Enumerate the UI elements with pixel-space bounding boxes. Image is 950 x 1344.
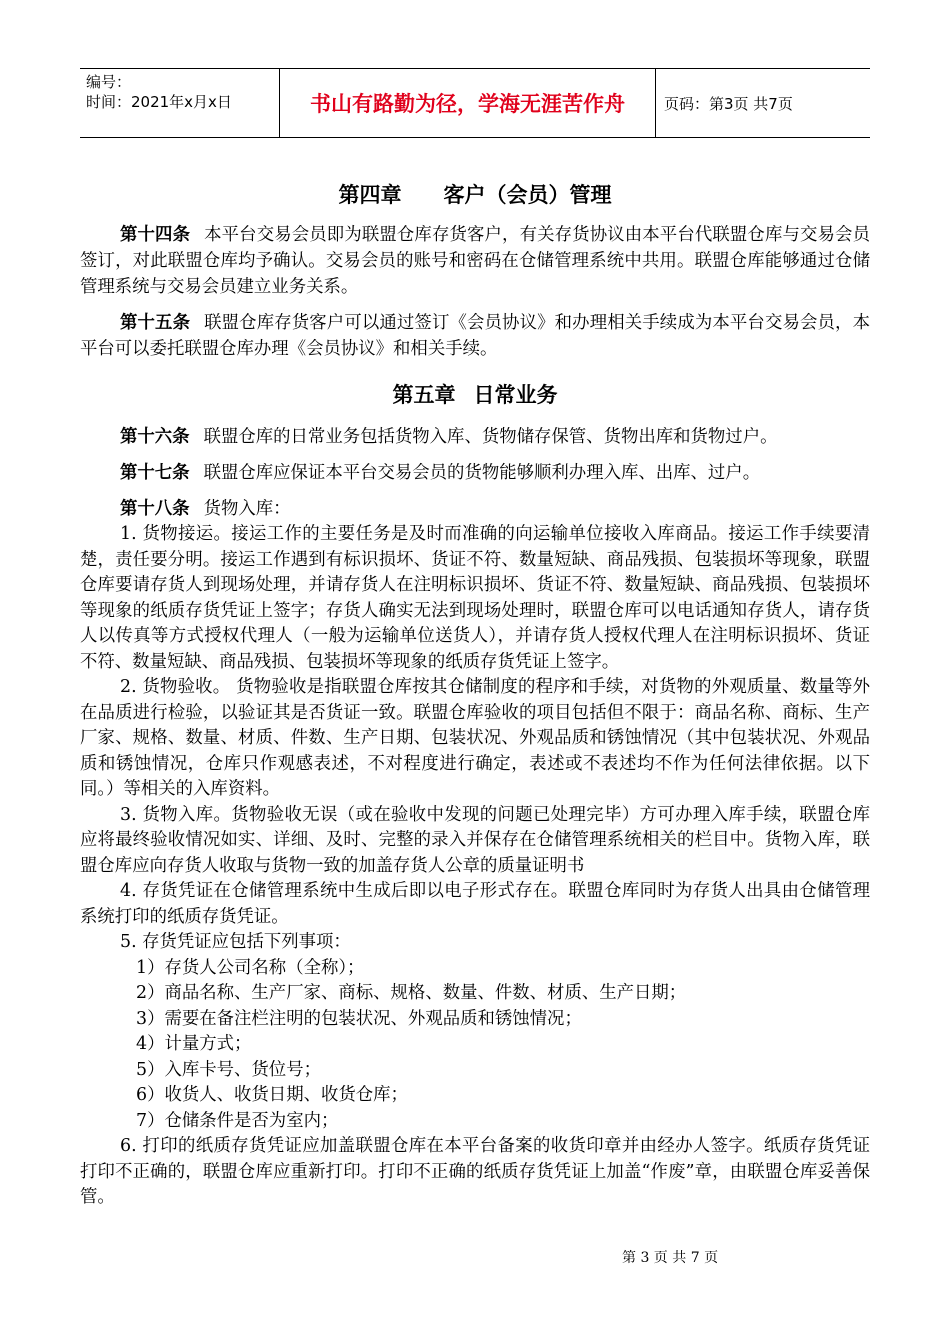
sub-list-item: 7）仓储条件是否为室内； [136,1110,339,1131]
article-17 [80,460,870,486]
list-item: 3. 货物入库。货物验收无误（或在验收中发现的问题已处理完毕）方可办理入库手续，联盟仓库应将最终验收情况如实、详细、及时、完整的录入并保存在仓储管理系统相关的栏目中。货物入库，联盟仓库应向存货人收取与货物一致的加盖存货人公章的质量证明书 [80,804,870,876]
article-16 [80,424,870,450]
chapter-5-number: 第五章 [392,383,456,407]
sub-list-item: 5）入库卡号、货位号； [136,1059,321,1080]
list-item: 6. 打印的纸质存货凭证应加盖联盟仓库在本平台备案的收货印章并由经办人签字。纸质存货凭证打印不正确的，联盟仓库应重新打印。打印不正确的纸质存货凭证上加盖“作废”章，由联盟仓库妥善保管。 [80,1136,870,1207]
list-item: 5. 存货凭证应包括下列事项： [120,932,351,952]
article-label: 第十四条 [120,225,191,245]
chapter-4-number: 第四章 [338,183,402,207]
sub-list-item: 2）商品名称、生产厂家、商标、规格、数量、件数、材质、生产日期； [136,983,687,1003]
article-18 [80,496,870,522]
chapter-4-heading [80,182,870,208]
list-item: 4. 存货凭证在仓储管理系统中生成后即以电子形式存在。联盟仓库同时为存货人出具由仓储管理系统打印的纸质存货凭证。 [80,881,870,927]
sub-list-item: 6）收货人、收货日期、收货仓库； [136,1085,408,1105]
article-text: 联盟仓库存货客户可以通过签订《会员协议》和办理相关手续成为本平台交易会员，本平台可以委托联盟仓库办理《会员协议》和相关手续。 [80,313,870,359]
article-text: 联盟仓库的日常业务包括货物入库、货物储存保管、货物出库和货物过户。 [203,427,778,447]
chapter-4-title: 客户（会员）管理 [443,183,612,207]
article-label: 第十八条 [120,499,190,519]
article-14 [80,222,870,300]
article-text: 货物入库： [203,499,291,519]
article-label: 第十五条 [120,313,191,333]
article-15 [80,310,870,362]
motto: 书山有路勤为径，学海无涯苦作舟 [280,69,656,137]
time-label: 时间：2021年x月x日 [86,93,232,111]
document-header [80,68,870,138]
header-meta-cell [80,69,280,137]
chapter-5-title: 日常业务 [473,383,558,407]
sub-list-item: 3）需要在备注栏注明的包装状况、外观品质和锈蚀情况； [136,1008,582,1029]
article-text: 本平台交易会员即为联盟仓库存货客户，有关存货协议由本平台代联盟仓库与交易会员签订，对此联盟仓库均予确认。交易会员的账号和密码在仓储管理系统中共用。联盟仓库能够通过仓储管理系统与交易会员建立业务关系。 [80,225,870,297]
page-footer: 第 3 页 共 7 页 [622,1250,719,1266]
article-text: 联盟仓库应保证本平台交易会员的货物能够顺利办理入库、出库、过户。 [203,463,761,483]
sub-list-item: 1）存货人公司名称（全称）； [136,957,365,978]
code-label: 编号： [86,73,132,91]
chapter-5-heading [80,382,870,408]
list-item: 2. 货物验收。 货物验收是指联盟仓库按其仓储制度的程序和手续，对货物的外观质量、数量等外在品质进行检验，以验证其是否货证一致。联盟仓库验收的项目包括但不限于：商品名称、商标、生产厂家、规格、数量、材质、件数、生产日期、包装状况、外观品质和锈蚀情况（其中包装状况、外观品质和锈蚀情况，仓库只作观感表述，不对程度进行确定，表述或不表述均不作为任何法律依据。以下同。）等相关的入库资料。 [80,677,870,799]
sub-list-item: 4）计量方式； [136,1034,252,1054]
article-label: 第十七条 [120,463,190,483]
list-item: 1. 货物接运。接运工作的主要任务是及时而准确的向运输单位接收入库商品。接运工作手续要清楚，责任要分明。接运工作遇到有标识损坏、货证不符、数量短缺、商品残损、包装损坏等现象，联盟仓库要请存货人到现场处理，并请存货人在注明标识损坏、货证不符、数量短缺、商品残损、包装损坏等现象的纸质存货凭证上签字；存货人确实无法到现场处理时，联盟仓库可以电话通知存货人，请存货人以传真等方式授权代理人（一般为运输单位送货人），并请存货人授权代理人在注明标识损坏、货证不符、数量短缺、商品残损、包装损坏等现象的纸质存货凭证上签字。 [80,524,870,672]
article-label: 第十六条 [120,427,190,447]
document-body [80,170,870,1211]
page-info: 页码：第3页 共7页 [664,94,793,113]
